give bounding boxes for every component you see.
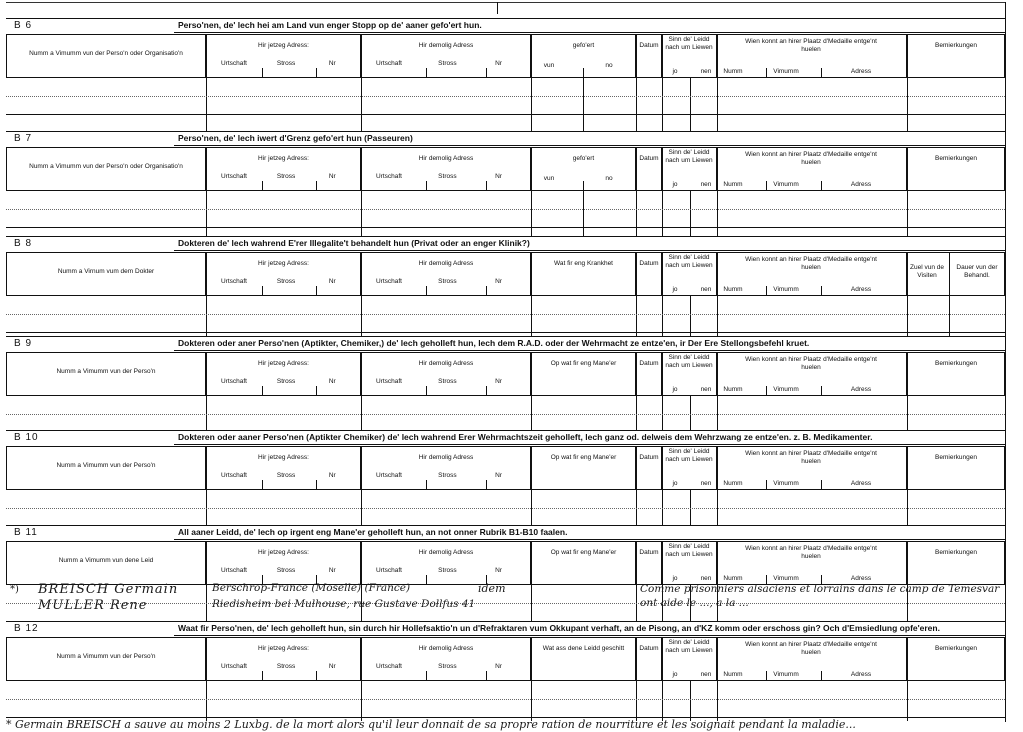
column-divider (907, 681, 908, 721)
header-cell (361, 637, 531, 681)
column-divider (636, 681, 637, 721)
name-column-header: Numm a Virnum vum dem Dokter (57, 268, 155, 275)
name-column-header: Numm a Vimumm vun der Perso'n (56, 462, 156, 469)
row-line (6, 314, 1005, 315)
header-cell (636, 34, 662, 78)
form-section-b7 (6, 131, 1005, 237)
section-underline (174, 444, 1005, 445)
name-column-header: Numm a Vimumm vun der Perso'n (56, 368, 156, 375)
row-line (6, 508, 1005, 509)
sub-divider (486, 286, 487, 296)
town-label: Urtschaft (375, 472, 402, 479)
number-label: Nr (328, 278, 336, 285)
handwritten-row2-addr: Riedisheim bei Mulhouse, rue Gustave Dollfus 41 (212, 598, 476, 610)
street-label: Stross (438, 663, 457, 670)
town-label: Urtschaft (375, 173, 402, 180)
medal-name-label: Numm (723, 386, 743, 393)
row-line (6, 699, 1005, 700)
column-divider (361, 78, 362, 132)
handwritten-row1-same: idem (478, 582, 506, 595)
duration-header: Dauer vun der Behandl. (956, 264, 998, 279)
number-label: Nr (495, 663, 502, 670)
current-address-header: Hir jetzeg Adress: (258, 549, 309, 556)
column-divider (361, 191, 362, 237)
medal-address-label: Adress (850, 286, 872, 293)
sub-divider (262, 386, 263, 396)
number-label: Nr (495, 60, 502, 67)
header-cell (361, 34, 531, 78)
header-cell (907, 446, 1005, 490)
medal-name-label: Numm (723, 181, 743, 188)
header-cell (636, 252, 662, 296)
sub-divider (262, 181, 263, 191)
method-header: Op wat fir eng Mane'er (550, 454, 617, 461)
sub-divider (766, 480, 767, 490)
street-label: Stross (276, 472, 296, 479)
column-divider (907, 78, 908, 132)
header-cell (636, 352, 662, 396)
sub-divider (316, 286, 317, 296)
sub-divider (426, 181, 427, 191)
column-divider (361, 681, 362, 721)
header-cell (531, 637, 636, 681)
street-label: Stross (438, 378, 457, 385)
sub-divider (486, 68, 487, 78)
street-label: Stross (276, 378, 296, 385)
section-title: Dokteren de' lech wahrend E'rer Illegalite't behandelt hun (Privat oder an enger Klinik?) (178, 238, 530, 248)
right-border (1005, 2, 1006, 722)
column-divider (907, 191, 908, 237)
handwritten-footer: * Germain BREISCH a sauve au moins 2 Luxbg. de la mort alors qu'il leur donnait de sa propre ration de nourriture et les soignait pendant la maladie... (6, 718, 856, 731)
method-header: Op wat fir eng Mane'er (550, 549, 617, 556)
section-code: B 11 (14, 527, 38, 538)
column-divider (361, 296, 362, 337)
sub-divider (316, 480, 317, 490)
section-title: Perso'nen, de' lech iwert d'Grenz gefo'ert hun (Passeuren) (178, 133, 413, 143)
medal-firstname-label: Vimumm (773, 286, 799, 293)
former-address-header: Hir demolig Adress (418, 42, 474, 49)
column-divider (907, 296, 908, 337)
section-underline (174, 32, 1005, 33)
column-divider (717, 191, 718, 237)
header-cell (531, 541, 636, 585)
medal-firstname-label: Vimumm (773, 575, 799, 582)
header-cell (206, 541, 361, 585)
section-title: Waat fir Perso'nen, de' lech geholleft hun, sin durch hir Hollefsaktio'n un d'Refraktaren vum Okkupant verhaft, an de Pisong, an d'KZ komm oder erschoss gin? Och d'Emsiedlung opfe'eren. (178, 623, 940, 633)
yes-label: jo (672, 575, 678, 582)
column-divider (690, 191, 691, 237)
handwritten-star: *) (10, 584, 19, 595)
no-label: nen (700, 286, 712, 293)
alive-header: Sinn de' Leidd nach um Liewen (665, 149, 713, 164)
section-title: All aaner Leidd, de' lech op irgent eng Mane'er geholleft hun, an not onner Rubrik B1-B10 faalen. (178, 527, 568, 537)
method-header: Wat ass dene Leidd geschitt (542, 645, 625, 652)
former-address-header: Hir demolig Adress (418, 645, 474, 652)
header-cell (531, 252, 636, 296)
yes-label: jo (672, 671, 678, 678)
date-header: Datum (639, 155, 659, 162)
street-label: Stross (276, 663, 296, 670)
date-header: Datum (639, 260, 659, 267)
number-label: Nr (328, 173, 336, 180)
name-column-header: Numm a Vimumm vun der Perso'n oder Organisatio'n (29, 163, 183, 170)
header-cell (361, 446, 531, 490)
former-address-header: Hir demolig Adress (418, 260, 474, 267)
no-label: nen (700, 575, 712, 582)
sub-divider (821, 386, 822, 396)
handwritten-row1-addr: Berschrop-France (Moselle) (France) (212, 582, 411, 594)
section-code: B 10 (14, 432, 39, 443)
method-header: Wat fir eng Krankhet (553, 260, 613, 267)
header-cell (907, 352, 1005, 396)
sub-divider (426, 286, 427, 296)
medal-name-label: Numm (723, 68, 743, 75)
medal-header: Wien konnt an hirer Plaatz d'Medaille entge'nt huelen (745, 38, 877, 53)
column-divider (531, 78, 532, 132)
street-label: Stross (438, 173, 457, 180)
medal-name-label: Numm (723, 671, 743, 678)
street-label: Stross (276, 278, 296, 285)
form-section-b9 (6, 336, 1005, 431)
sub-divider (766, 181, 767, 191)
street-label: Stross (438, 567, 457, 574)
transported-header: gefo'ert (572, 42, 595, 49)
column-divider (636, 191, 637, 237)
alive-header: Sinn de' Leidd nach um Liewen (665, 254, 713, 269)
number-label: Nr (495, 378, 502, 385)
sub-divider (821, 68, 822, 78)
town-label: Urtschaft (220, 567, 247, 574)
remarks-header: Bemierkungen (935, 155, 977, 162)
divider (949, 252, 950, 337)
column-divider (662, 296, 663, 337)
number-label: Nr (328, 663, 336, 670)
medal-address-label: Adress (850, 671, 872, 678)
to-label: no (605, 175, 613, 182)
column-divider (717, 681, 718, 721)
sub-divider (766, 68, 767, 78)
date-header: Datum (639, 360, 659, 367)
date-header: Datum (639, 454, 659, 461)
top-border (6, 2, 1005, 3)
sub-divider (486, 480, 487, 490)
current-address-header: Hir jetzeg Adress: (258, 42, 309, 49)
sub-divider (821, 181, 822, 191)
medal-header: Wien konnt an hirer Plaatz d'Medaille entge'nt huelen (745, 545, 877, 560)
section-underline (174, 635, 1005, 636)
town-label: Urtschaft (220, 278, 247, 285)
medal-header: Wien konnt an hirer Plaatz d'Medaille entge'nt huelen (745, 450, 877, 465)
no-label: nen (700, 181, 712, 188)
visits-header: Zuel vun de Visiten (910, 264, 944, 279)
remarks-header: Bemierkungen (935, 360, 977, 367)
medal-firstname-label: Vimumm (773, 68, 799, 75)
header-cell (206, 252, 361, 296)
section-code: B 9 (14, 338, 33, 349)
section-underline (174, 350, 1005, 351)
medal-address-label: Adress (850, 386, 872, 393)
medal-name-label: Numm (723, 286, 743, 293)
sub-divider (262, 480, 263, 490)
header-cell (907, 34, 1005, 78)
header-cell (907, 541, 1005, 585)
town-label: Urtschaft (220, 173, 247, 180)
column-divider (636, 296, 637, 337)
sub-divider (486, 386, 487, 396)
number-label: Nr (328, 567, 336, 574)
header-cell (206, 637, 361, 681)
medal-address-label: Adress (850, 181, 872, 188)
header-cell (206, 352, 361, 396)
medal-firstname-label: Vimumm (773, 386, 799, 393)
header-cell (361, 541, 531, 585)
row-line (6, 114, 1005, 115)
section-underline (174, 250, 1005, 251)
header-cell (361, 147, 531, 191)
town-label: Urtschaft (375, 60, 402, 67)
alive-header: Sinn de' Leidd nach um Liewen (665, 448, 713, 463)
former-address-header: Hir demolig Adress (418, 360, 474, 367)
no-label: nen (700, 671, 712, 678)
medal-name-label: Numm (723, 575, 743, 582)
sub-divider (262, 286, 263, 296)
sub-divider (766, 386, 767, 396)
medal-address-label: Adress (850, 68, 872, 75)
header-cell (531, 352, 636, 396)
number-label: Nr (328, 378, 336, 385)
town-label: Urtschaft (375, 278, 402, 285)
date-header: Datum (639, 42, 659, 49)
medal-firstname-label: Vimumm (773, 181, 799, 188)
column-divider (662, 681, 663, 721)
medal-header: Wien konnt an hirer Plaatz d'Medaille entge'nt huelen (745, 151, 877, 166)
header-cell (907, 147, 1005, 191)
yes-label: jo (672, 480, 678, 487)
column-divider (206, 681, 207, 721)
sub-divider (426, 671, 427, 681)
sub-divider (486, 181, 487, 191)
row-line (6, 96, 1005, 97)
section-code: B 12 (14, 623, 39, 634)
medal-header: Wien konnt an hirer Plaatz d'Medaille entge'nt huelen (745, 356, 877, 371)
header-cell (206, 34, 361, 78)
sub-divider (821, 480, 822, 490)
number-label: Nr (328, 472, 336, 479)
medal-firstname-label: Vimumm (773, 671, 799, 678)
header-cell (636, 637, 662, 681)
column-divider (531, 191, 532, 237)
header-cell (206, 147, 361, 191)
header-cell (531, 446, 636, 490)
remarks-header: Bemierkungen (935, 454, 977, 461)
header-cell (361, 352, 531, 396)
sub-divider (486, 671, 487, 681)
sub-divider (766, 671, 767, 681)
row-line (6, 227, 1005, 228)
handwritten-note: Comme prisonniers alsaciens et lorrains dans le camp de Temesvar ont aide le ..., a la ... (640, 583, 1000, 609)
number-label: Nr (495, 472, 502, 479)
alive-header: Sinn de' Leidd nach um Liewen (665, 639, 713, 654)
name-column-header: Numm a Vimumm vun der Perso'n (56, 653, 156, 660)
header-cell (636, 446, 662, 490)
column-divider (206, 296, 207, 337)
number-label: Nr (495, 278, 502, 285)
former-address-header: Hir demolig Adress (418, 454, 474, 461)
header-cell (206, 446, 361, 490)
transported-header: gefo'ert (572, 155, 595, 162)
column-divider (206, 191, 207, 237)
street-label: Stross (276, 60, 296, 67)
row-line (6, 209, 1005, 210)
sub-divider (316, 671, 317, 681)
no-label: nen (700, 480, 712, 487)
town-label: Urtschaft (220, 663, 247, 670)
sub-divider (316, 181, 317, 191)
street-label: Stross (438, 472, 457, 479)
method-header: Op wat fir eng Mane'er (550, 360, 617, 367)
form-section-b12 (6, 621, 1005, 721)
sub-divider (821, 671, 822, 681)
header-cell (907, 637, 1005, 681)
handwritten-row1-name: BREISCH Germain (38, 582, 179, 597)
column-divider (717, 78, 718, 132)
divider (583, 68, 584, 132)
column-divider (636, 78, 637, 132)
remarks-header: Bemierkungen (935, 42, 977, 49)
number-label: Nr (328, 60, 336, 67)
no-label: nen (700, 386, 712, 393)
former-address-header: Hir demolig Adress (418, 549, 474, 556)
column-divider (690, 78, 691, 132)
medal-name-label: Numm (723, 480, 743, 487)
header-cell (636, 147, 662, 191)
sub-divider (262, 671, 263, 681)
remarks-header: Bemierkungen (935, 549, 977, 556)
sub-divider (426, 386, 427, 396)
from-label: vun (543, 62, 555, 69)
date-header: Datum (639, 645, 659, 652)
town-label: Urtschaft (375, 567, 402, 574)
column-divider (531, 296, 532, 337)
current-address-header: Hir jetzeg Adress: (258, 645, 309, 652)
section-code: B 8 (14, 238, 33, 249)
alive-header: Sinn de' Leidd nach um Liewen (665, 36, 713, 51)
section-underline (174, 539, 1005, 540)
scan-tick (497, 2, 498, 14)
town-label: Urtschaft (220, 472, 247, 479)
medal-header: Wien konnt an hirer Plaatz d'Medaille entge'nt huelen (745, 641, 877, 656)
no-label: nen (700, 68, 712, 75)
medal-address-label: Adress (850, 480, 872, 487)
number-label: Nr (495, 567, 502, 574)
medal-header: Wien konnt an hirer Plaatz d'Medaille entge'nt huelen (745, 256, 877, 271)
section-code: B 7 (14, 133, 33, 144)
column-divider (206, 78, 207, 132)
sub-divider (766, 286, 767, 296)
form-section-b6 (6, 18, 1005, 132)
section-title: Dokteren oder aaner Perso'nen (Aptikter Chemiker) de' lech wahrend Erer Wehrmachtszeit geholleft, lech ganz od. delweis dem Wehrzwang ze entze'en. z. B. Medikamenter. (178, 432, 873, 442)
header-cell (636, 541, 662, 585)
column-divider (717, 296, 718, 337)
column-divider (690, 681, 691, 721)
to-label: no (605, 62, 613, 69)
sub-divider (316, 68, 317, 78)
sub-divider (426, 480, 427, 490)
town-label: Urtschaft (375, 663, 402, 670)
alive-header: Sinn de' Leidd nach um Liewen (665, 543, 713, 558)
yes-label: jo (672, 181, 678, 188)
header-cell (361, 252, 531, 296)
street-label: Stross (276, 173, 296, 180)
column-divider (662, 191, 663, 237)
street-label: Stross (438, 278, 457, 285)
handwritten-row2-name: MULLER Rene (38, 598, 148, 613)
alive-header: Sinn de' Leidd nach um Liewen (665, 354, 713, 369)
form-section-b8 (6, 236, 1005, 337)
column-divider (662, 78, 663, 132)
medal-firstname-label: Vimumm (773, 480, 799, 487)
street-label: Stross (438, 60, 457, 67)
street-label: Stross (276, 567, 296, 574)
current-address-header: Hir jetzeg Adress: (258, 360, 309, 367)
current-address-header: Hir jetzeg Adress: (258, 454, 309, 461)
sub-divider (426, 68, 427, 78)
sub-divider (316, 386, 317, 396)
name-column-header: Numm a Vimumm vun dene Leid (58, 557, 154, 564)
form-section-b10 (6, 430, 1005, 526)
yes-label: jo (672, 286, 678, 293)
row-line (6, 332, 1005, 333)
sub-divider (262, 68, 263, 78)
number-label: Nr (495, 173, 502, 180)
section-code: B 6 (14, 20, 33, 31)
town-label: Urtschaft (220, 378, 247, 385)
date-header: Datum (639, 549, 659, 556)
current-address-header: Hir jetzeg Adress: (258, 260, 309, 267)
current-address-header: Hir jetzeg Adress: (258, 155, 309, 162)
yes-label: jo (672, 386, 678, 393)
sub-divider (821, 286, 822, 296)
section-underline (174, 145, 1005, 146)
remarks-header: Bemierkungen (935, 645, 977, 652)
row-line (6, 414, 1005, 415)
former-address-header: Hir demolig Adress (418, 155, 474, 162)
column-divider (690, 296, 691, 337)
sub-divider (426, 575, 427, 585)
section-title: Dokteren oder aner Perso'nen (Aptikter, Chemiker,) de' lech geholleft hun, lech dem R.A.D. oder der Wehrmacht ze entze'en, ir Der Ere Stellongsbefehl kruet. (178, 338, 810, 348)
from-label: vun (543, 175, 555, 182)
medal-address-label: Adress (850, 575, 872, 582)
yes-label: jo (672, 68, 678, 75)
column-divider (531, 681, 532, 721)
town-label: Urtschaft (375, 378, 402, 385)
section-title: Perso'nen, de' lech hei am Land vun enger Stopp op de' aaner gefo'ert hun. (178, 20, 482, 30)
town-label: Urtschaft (220, 60, 247, 67)
name-column-header: Numm a Vimumm vun der Perso'n oder Organisatio'n (29, 50, 183, 57)
